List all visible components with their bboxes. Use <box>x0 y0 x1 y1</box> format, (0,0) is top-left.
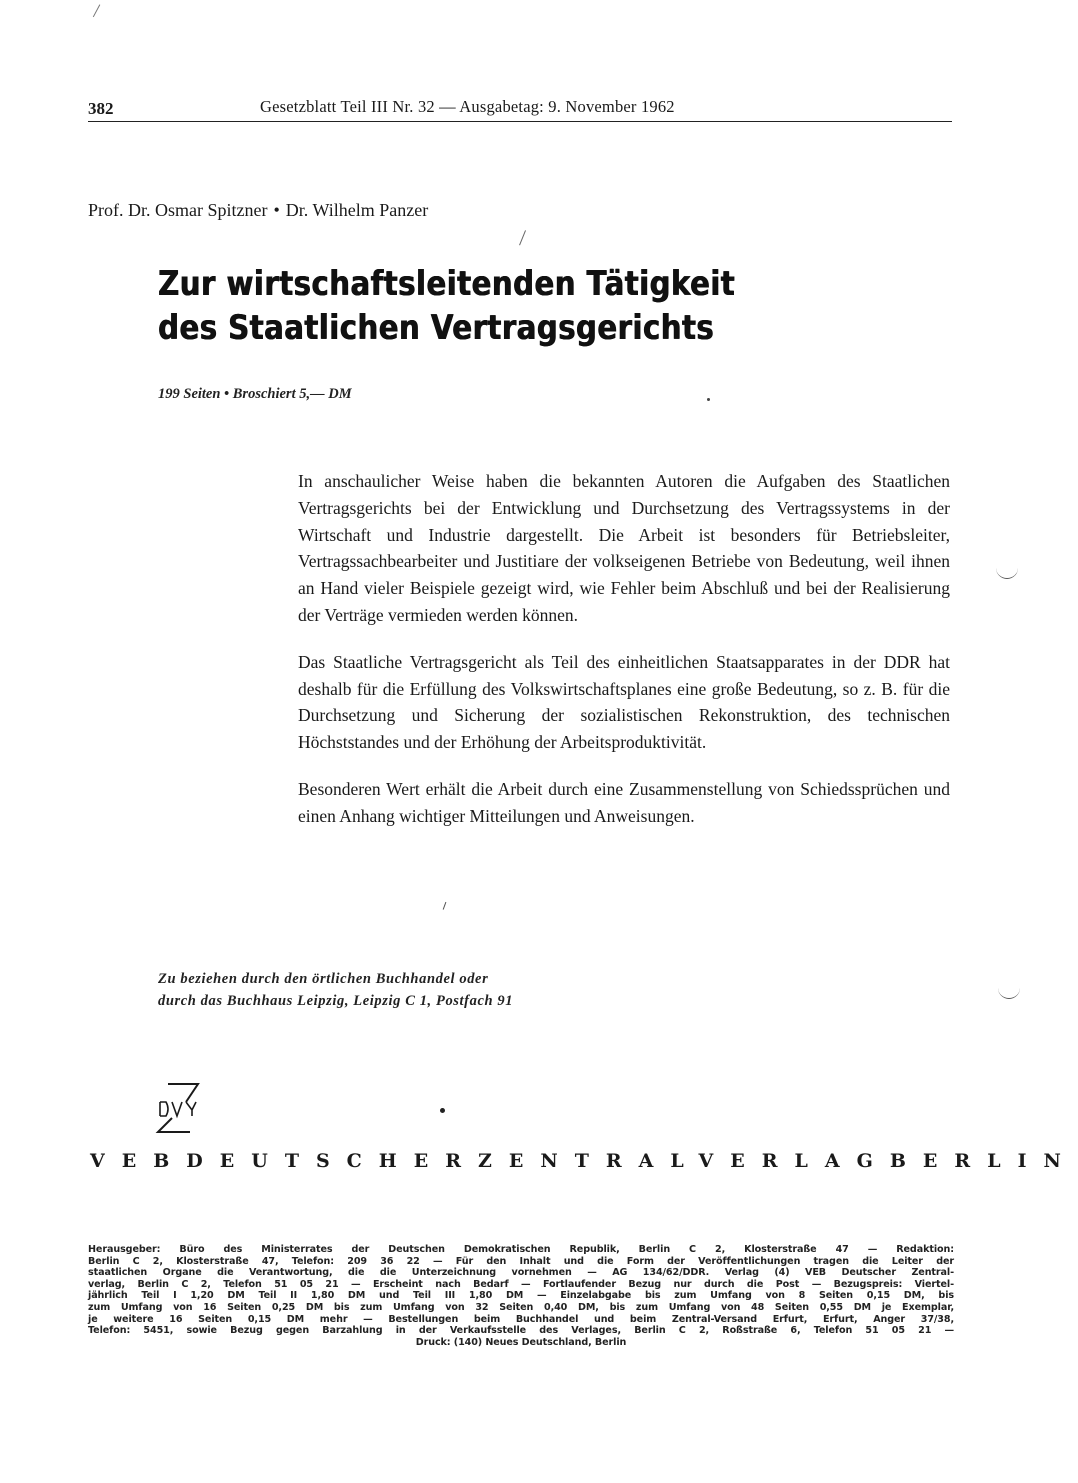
imprint-line-6: zum Umfang von 16 Seiten 0,25 DM bis zum Umfang von 32 Seiten 0,40 DM, bis zum Umfang von 48 Seiten 0,55 DM je Exemplar, <box>88 1301 954 1313</box>
description-paragraph-2: Das Staatliche Vertragsgericht als Teil des einheitlichen Staatsapparates in der DDR hat deshalb für die Erfüllung des Volkswirtschaftsplanes eine große Bedeutung, so z. B. für die Durchsetzung und Sicherung der sozialistischen Rekonstruktion, des technischen Höchststandes und der Erhöhung der Arbeitsproduktivität. <box>298 651 950 753</box>
book-title-line-2: des Staatlichen Vertragsgerichts <box>158 308 715 348</box>
publisher-word-3 <box>478 1150 890 1172</box>
author-2: Dr. Wilhelm Panzer <box>285 200 429 220</box>
imprint-line-3: staatlichen Organe die Verantwortung, die die Unterzeichnung vornehmen — AG 134/62/DDR. Verlag (4) VEB Deutscher Zentral- <box>88 1267 954 1279</box>
scan-mark-comma <box>443 902 448 910</box>
scan-dot-meta <box>707 398 710 401</box>
imprint <box>88 1244 954 1348</box>
imprint-print-line: Druck: (140) Neues Deutschland, Berlin <box>415 1336 627 1348</box>
scan-mark-title <box>519 230 527 246</box>
scan-mark-right-2 <box>998 988 1020 999</box>
publisher-word-2 <box>186 1150 478 1172</box>
imprint-line-2: Berlin C 2, Klosterstraße 47, Telefon: 209 36 22 — Für den Inhalt und die Form der Veröffentlichungen tragen die Leiter der <box>88 1255 954 1267</box>
scan-dot-logo <box>440 1108 445 1113</box>
imprint-line-7: je weitere 16 Seiten 0,15 DM mehr — Bestellungen beim Buchhandel und beim Zentral-Versand Erfurt, Erfurt, Anger 37/38, <box>88 1313 954 1325</box>
publisher-word-4 <box>890 1150 1078 1172</box>
publisher-word-2-text: DEUTSCHER <box>186 1150 479 1172</box>
description-paragraph-1: In anschaulicher Weise haben die bekannten Autoren die Aufgaben des Staatlichen Vertragsgerichts bei der Entwicklung und Durchsetzung des Vertragssystems in der Wirtschaft und Industrie dargestellt. Die Arbeit ist besonders für Betriebsleiter, Vertragssachbearbeiter und Justitiare der volkseigenen Betriebe von Bedeutung, weil ihnen an Hand vieler Beispiele gezeigt wird, wie Fehler beim Abschluß und bei der Realisierung der Verträge vermieden werden können. <box>298 471 950 625</box>
ordering-line-2: durch das Buchhaus Leipzig, Leipzig C 1, Postfach 91 <box>158 993 514 1009</box>
ordering-line-1: Zu beziehen durch den örtlichen Buchhandel oder <box>158 971 489 987</box>
scan-mark-right-1 <box>996 568 1018 579</box>
publisher-word-4-text: BERLIN <box>889 1150 1078 1172</box>
book-description <box>298 468 950 850</box>
author-1: Prof. Dr. Osmar Spitzner <box>88 200 268 220</box>
scan-mark-top-left <box>93 4 101 17</box>
publisher-word-1-text: VEB <box>90 1150 187 1172</box>
imprint-line-8: Telefon: 5451, sowie Bezug gegen Barzahlung in der Verkaufsstelle des Verlages, Berlin C 2, Roßstraße 6, Telefon 51 05 21 — <box>88 1325 954 1337</box>
imprint-line-4: verlag, Berlin C 2, Telefon 51 05 21 — Erscheint nach Bedarf — Fortlaufender Bezug nur durch die Post — Bezugspreis: Viertel- <box>88 1278 954 1290</box>
book-meta: 199 Seiten • Broschiert 5,— DM <box>158 386 352 402</box>
book-title <box>158 262 735 350</box>
running-header: Gesetzblatt Teil III Nr. 32 — Ausgabetag: 9. November 1962 <box>260 97 675 116</box>
ordering-info <box>158 968 513 1012</box>
publisher-name <box>90 1150 1078 1172</box>
publisher-word-1 <box>90 1150 186 1172</box>
imprint-line-5: jährlich Teil I 1,20 DM Teil II 1,80 DM und Teil III 1,80 DM — Einzelabgabe bis zum Umfang von 8 Seiten 0,15 DM, bis <box>88 1290 954 1302</box>
author-separator: • <box>273 200 280 220</box>
authors <box>88 200 428 221</box>
publisher-logo-icon <box>156 1082 200 1134</box>
book-title-line-1: Zur wirtschaftsleitenden Tätigkeit <box>158 264 736 304</box>
description-paragraph-3: Besonderen Wert erhält die Arbeit durch eine Zusammenstellung von Schiedssprüchen und einen Anhang wichtiger Mitteilungen und Anweisungen. <box>298 778 950 826</box>
page-number: 382 <box>88 99 114 118</box>
imprint-line-1: Herausgeber: Büro des Ministerrates der Deutschen Demokratischen Republik, Berlin C 2, Klosterstraße 47 — Redaktion: <box>88 1244 954 1255</box>
header-rule <box>88 121 952 122</box>
publisher-word-3-text: ZENTRALVERLAG <box>478 1150 890 1172</box>
